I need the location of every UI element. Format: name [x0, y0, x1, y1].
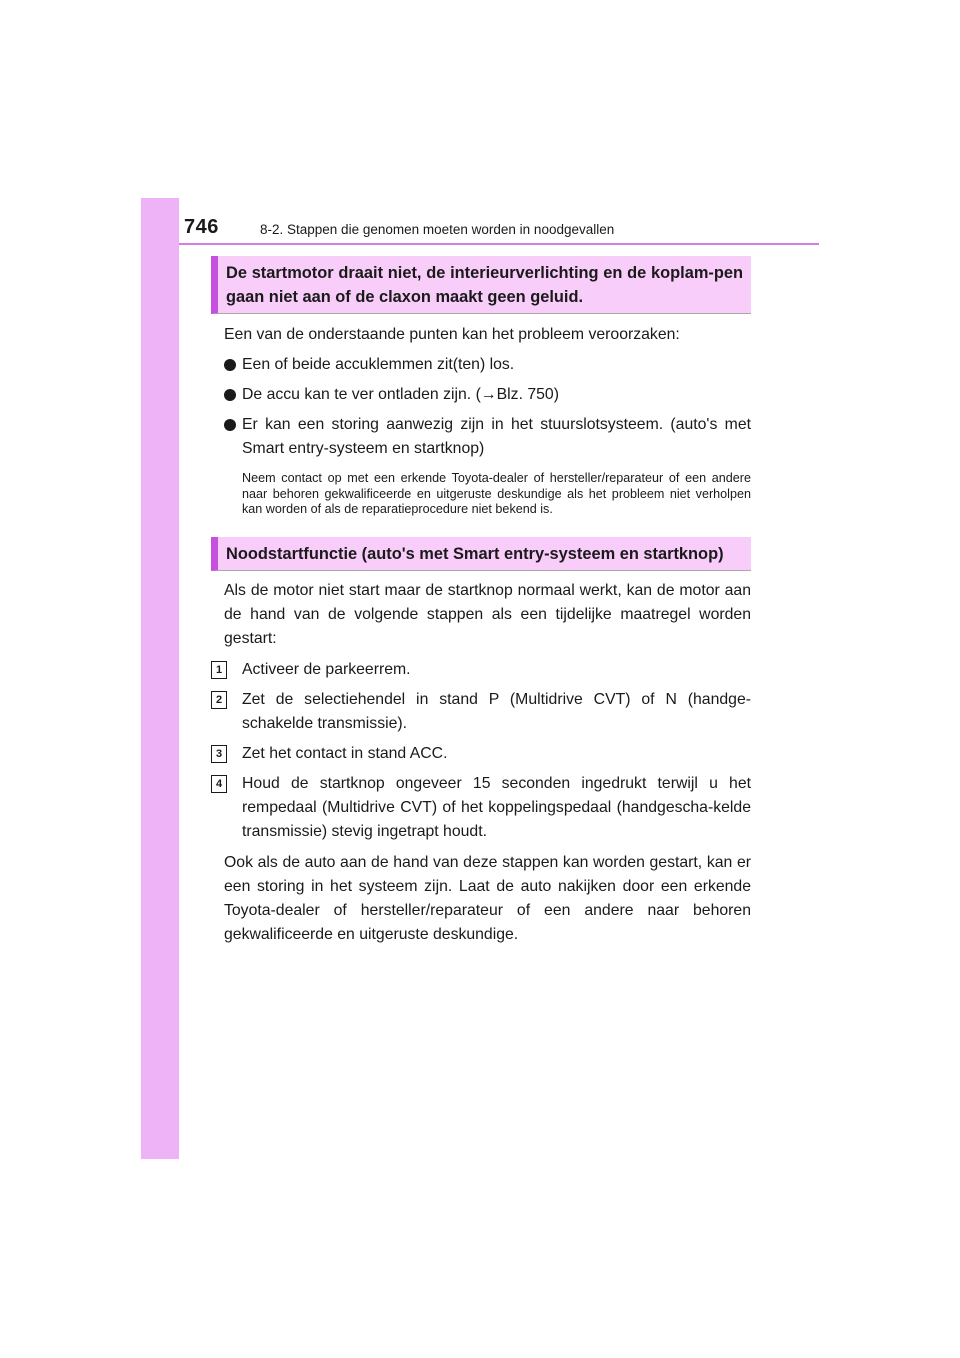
section-heading-emergency-start: Noodstartfunctie (auto's met Smart entry-systeem en startknop)	[211, 537, 751, 571]
step-number-badge: 4	[211, 775, 227, 793]
step-text: Houd de startknop ongeveer 15 seconden ingedrukt terwijl u het rempedaal (Multidrive CVT) of het koppelingspedaal (handgescha-kelde transmissie) stevig ingetrapt houdt.	[242, 774, 751, 840]
bullet-dot-icon	[224, 359, 236, 371]
page-content	[211, 256, 751, 947]
step-item	[215, 742, 751, 766]
side-tab-strip	[141, 198, 179, 1159]
bullet-text: Er kan een storing aanwezig zijn in het stuurslotsysteem. (auto's met Smart entry-systeem en startknop)	[242, 416, 751, 457]
bullet-text: Een of beide accuklemmen zit(ten) los.	[242, 356, 515, 373]
step-number-badge: 1	[211, 661, 227, 679]
section-body-emergency-start	[211, 579, 751, 947]
step-number-badge: 3	[211, 745, 227, 763]
intro-text: Een van de onderstaande punten kan het probleem veroorzaken:	[224, 326, 680, 343]
step-text: Zet het contact in stand ACC.	[242, 744, 448, 762]
step-item	[215, 658, 751, 682]
step-text: Activeer de parkeerrem.	[242, 660, 411, 678]
header-divider	[179, 243, 819, 245]
section-heading-starter: De startmotor draait niet, de interieurverlichting en de koplam-pen gaan niet aan of de claxon maakt geen geluid.	[211, 256, 751, 314]
page-number: 746	[184, 216, 219, 238]
bullet-text: De accu kan te ver ontladen zijn. (→Blz. 750)	[242, 386, 559, 403]
bullet-dot-icon	[224, 389, 236, 401]
bullet-dot-icon	[224, 419, 236, 431]
step-number-badge: 2	[211, 691, 227, 709]
bullet-item	[224, 413, 751, 461]
section-body-starter	[211, 323, 751, 518]
note-text: Neem contact op met een erkende Toyota-dealer of hersteller/reparateur of een andere naar behoren gekwalificeerde en uitgeruste deskundige als het probleem niet verholpen kan worden of als de reparatieprocedure niet bekend is.	[242, 471, 751, 517]
bullet-item	[224, 383, 751, 407]
intro-text: Als de motor niet start maar de startknop normaal werkt, kan de motor aan de hand van de volgende stappen als een tijdelijke maatregel worden gestart:	[224, 581, 751, 647]
bullet-item	[224, 353, 751, 377]
section-title: 8-2. Stappen die genomen moeten worden in noodgevallen	[260, 222, 615, 237]
step-text: Zet de selectiehendel in stand P (Multidrive CVT) of N (handge-schakelde transmissie).	[242, 690, 751, 732]
step-item	[215, 772, 751, 844]
step-item	[215, 688, 751, 736]
closing-text: Ook als de auto aan de hand van deze stappen kan worden gestart, kan er een storing in het systeem zijn. Laat de auto nakijken door een erkende Toyota-dealer of hersteller/reparateur of een andere naar behoren gekwalificeerde en uitgeruste deskundige.	[224, 853, 751, 943]
